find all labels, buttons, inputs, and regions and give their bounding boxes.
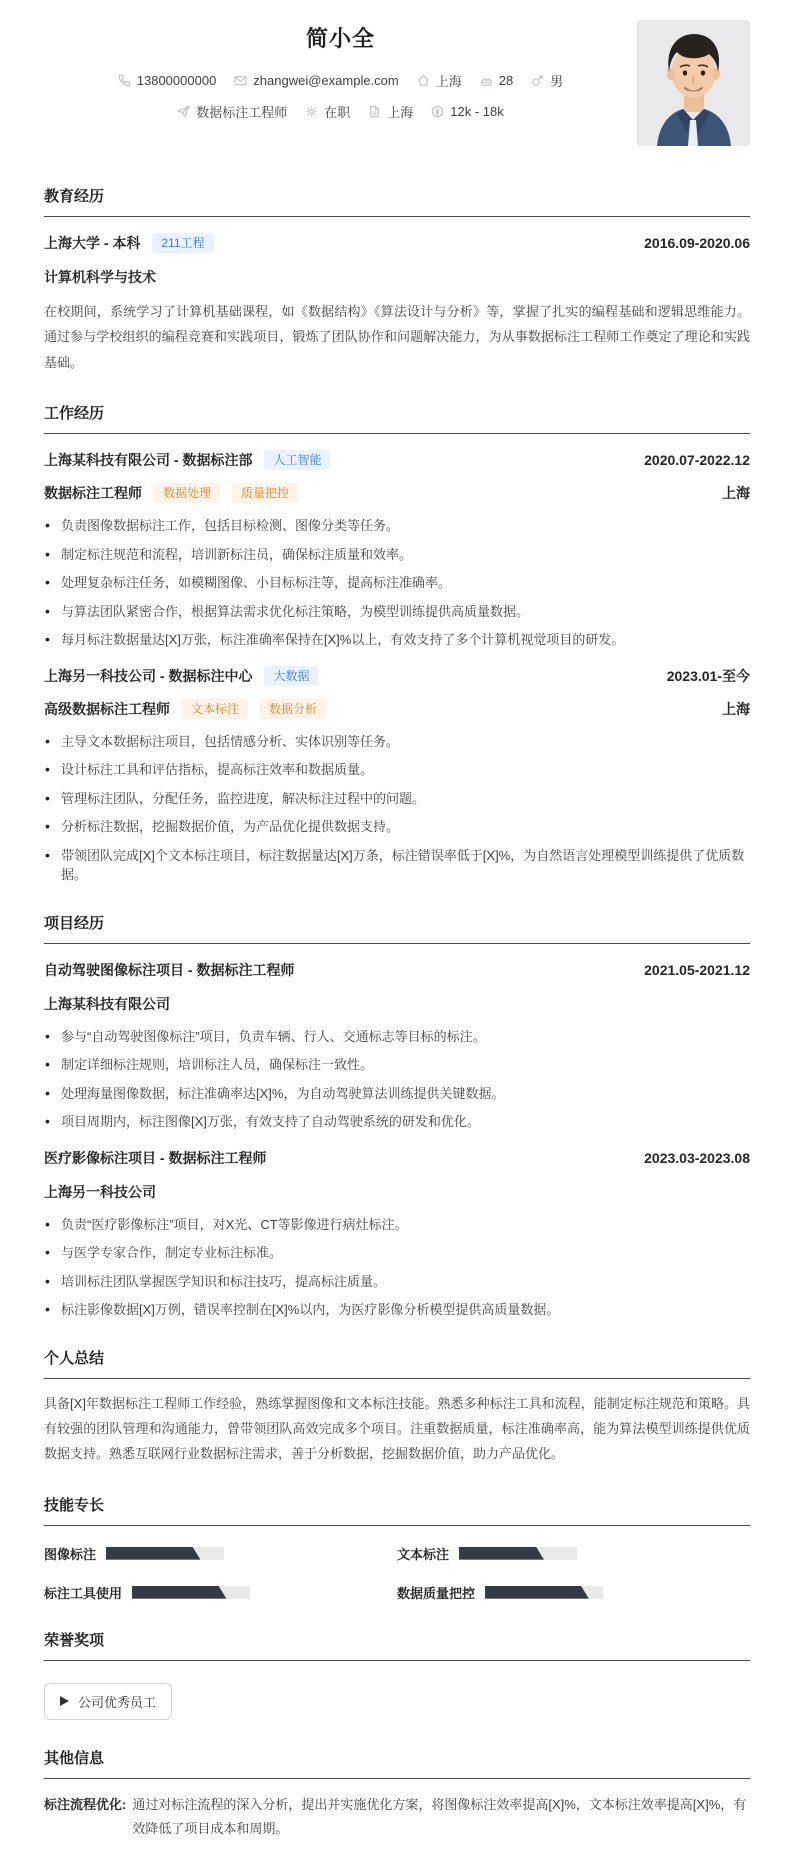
age-icon bbox=[480, 74, 493, 87]
phone-icon bbox=[118, 74, 131, 87]
education-entry-head bbox=[44, 233, 750, 253]
play-icon bbox=[60, 1694, 69, 1709]
bullet-item: • 处理复杂标注任务，如模糊图像、小目标标注等，提高标注准确率。 bbox=[44, 573, 750, 593]
role-badge: 质量把控 bbox=[232, 483, 298, 503]
skill-label: 图像标注 bbox=[44, 1546, 97, 1562]
city-value: 上海 bbox=[435, 74, 462, 89]
skills-grid bbox=[44, 1544, 750, 1602]
other-text: 通过对标注流程的深入分析，提出并实施优化方案，将图像标注效率提高[X]%，文本标注效率提高[X]%，有效降低了项目成本和周期。 bbox=[132, 1796, 747, 1837]
page-title: 简小全 bbox=[305, 26, 375, 51]
company-name: 上海另一科技公司 - 数据标注中心 bbox=[44, 667, 253, 684]
project-name: 自动驾驶图像标注项目 - 数据标注工程师 bbox=[44, 961, 295, 978]
project-date: 2023.03-2023.08 bbox=[644, 1149, 750, 1166]
section-honors bbox=[44, 1629, 750, 1720]
skill-fill bbox=[485, 1586, 589, 1599]
section-title-work: 工作经历 bbox=[44, 402, 750, 434]
skill-bar bbox=[106, 1547, 224, 1560]
skill-fill bbox=[459, 1547, 544, 1560]
skill-fill bbox=[132, 1586, 226, 1599]
bullet-item: • 处理海量图像数据，标注准确率达[X]%，为自动驾驶算法训练提供关键数据。 bbox=[44, 1084, 750, 1104]
contact-work-city bbox=[368, 102, 413, 121]
section-title-skills: 技能专长 bbox=[44, 1494, 750, 1526]
skill-bar bbox=[459, 1547, 577, 1560]
bullet-item: • 每月标注数据量达[X]万张，标注准确率保持在[X]%以上，有效支持了多个计算机视觉项目的研发。 bbox=[44, 630, 750, 650]
bullet-item: • 主导文本数据标注项目，包括情感分析、实体识别等任务。 bbox=[44, 732, 750, 752]
project-bullets bbox=[44, 1027, 750, 1132]
section-projects bbox=[44, 912, 750, 1320]
resume-header bbox=[44, 22, 750, 158]
section-title-honors: 荣誉奖项 bbox=[44, 1629, 750, 1661]
file-icon bbox=[368, 105, 381, 118]
section-other bbox=[44, 1747, 750, 1842]
position-value: 数据标注工程师 bbox=[196, 105, 288, 120]
work-bullets bbox=[44, 516, 750, 650]
project-company: 上海某科技有限公司 bbox=[44, 995, 170, 1012]
skill-item bbox=[397, 1544, 750, 1563]
work-location: 上海 bbox=[722, 485, 750, 502]
bullet-item: • 设计标注工具和评估指标，提高标注效率和数据质量。 bbox=[44, 760, 750, 780]
status-value: 在职 bbox=[324, 105, 351, 120]
education-description: 在校期间，系统学习了计算机基础课程，如《数据结构》《算法设计与分析》等，掌握了扎实的编程基础和逻辑思维能力。通过参与学校组织的编程竞赛和实践项目，锻炼了团队协作和问题解决能力，为从事数据标注工程师工作奠定了理论和实践基础。 bbox=[44, 304, 750, 370]
contact-age bbox=[480, 73, 513, 88]
contact-gender bbox=[531, 71, 563, 90]
company-badge: 大数据 bbox=[264, 666, 318, 686]
bullet-item: • 带领团队完成[X]个文本标注项目，标注数据量达[X]万条，标注错误率低于[X]%，为自然语言处理模型训练提供了优质数据。 bbox=[44, 846, 750, 885]
contact-salary bbox=[431, 104, 503, 119]
project-entry bbox=[44, 960, 750, 1132]
company-name: 上海某科技有限公司 - 数据标注部 bbox=[44, 452, 253, 469]
work-location: 上海 bbox=[722, 700, 750, 717]
salary-value: 12k - 18k bbox=[450, 104, 504, 119]
work-city-value: 上海 bbox=[387, 105, 414, 120]
school-badge: 211工程 bbox=[152, 233, 213, 253]
section-work bbox=[44, 402, 750, 885]
contact-row-1 bbox=[44, 71, 637, 90]
skill-label: 标注工具使用 bbox=[44, 1585, 123, 1601]
bullet-item: • 制定详细标注规则，培训标注人员，确保标注一致性。 bbox=[44, 1055, 750, 1075]
bullet-item: • 管理标注团队，分配任务，监控进度，解决标注过程中的问题。 bbox=[44, 789, 750, 809]
job-role: 高级数据标注工程师 bbox=[44, 700, 170, 717]
role-badge: 数据处理 bbox=[154, 483, 220, 503]
gear-icon bbox=[305, 105, 318, 118]
project-date: 2021.05-2021.12 bbox=[644, 961, 750, 978]
contact-position bbox=[177, 102, 287, 121]
section-skills bbox=[44, 1494, 750, 1602]
work-entry bbox=[44, 450, 750, 650]
section-title-projects: 项目经历 bbox=[44, 912, 750, 944]
honor-label: 公司优秀员工 bbox=[78, 1694, 157, 1710]
bullet-item: • 与算法团队紧密合作，根据算法需求优化标注策略，为模型训练提供高质量数据。 bbox=[44, 602, 750, 622]
profile-photo bbox=[637, 20, 750, 146]
skill-bar bbox=[485, 1586, 603, 1599]
other-label: 标注流程优化: bbox=[44, 1796, 127, 1812]
bullet-item: • 项目周期内，标注图像[X]万张，有效支持了自动驾驶系统的研发和优化。 bbox=[44, 1112, 750, 1132]
company-badge: 人工智能 bbox=[264, 450, 330, 470]
section-summary bbox=[44, 1347, 750, 1467]
other-info bbox=[44, 1793, 750, 1842]
section-title-education: 教育经历 bbox=[44, 185, 750, 217]
contact-city bbox=[417, 71, 462, 90]
education-date: 2016.09-2020.06 bbox=[644, 235, 750, 251]
project-bullets bbox=[44, 1215, 750, 1320]
work-entry bbox=[44, 666, 750, 885]
section-title-summary: 个人总结 bbox=[44, 1347, 750, 1379]
header-text bbox=[44, 22, 637, 121]
bullet-item: • 培训标注团队掌握医学知识和标注技巧，提高标注质量。 bbox=[44, 1272, 750, 1292]
contact-email bbox=[234, 73, 398, 88]
bullet-item: • 分析标注数据，挖掘数据价值，为产品优化提供数据支持。 bbox=[44, 817, 750, 837]
bullet-item: • 参与“自动驾驶图像标注”项目，负责车辆、行人、交通标志等目标的标注。 bbox=[44, 1027, 750, 1047]
project-company: 上海另一科技公司 bbox=[44, 1183, 156, 1200]
section-title-other: 其他信息 bbox=[44, 1747, 750, 1779]
bullet-item: • 制定标注规范和流程，培训新标注员，确保标注质量和效率。 bbox=[44, 545, 750, 565]
phone-value: 13800000000 bbox=[136, 73, 217, 88]
home-icon bbox=[417, 74, 430, 87]
skill-label: 数据质量把控 bbox=[397, 1585, 476, 1601]
email-icon bbox=[234, 74, 247, 87]
school-name: 上海大学 - 本科 bbox=[44, 235, 141, 251]
gender-icon bbox=[531, 74, 544, 87]
education-major: 计算机科学与技术 bbox=[44, 269, 156, 285]
honor-item[interactable] bbox=[44, 1683, 172, 1720]
project-name: 医疗影像标注项目 - 数据标注工程师 bbox=[44, 1149, 267, 1166]
bullet-item: • 标注影像数据[X]万例，错误率控制在[X]%以内，为医疗影像分析模型提供高质量数据。 bbox=[44, 1300, 750, 1320]
bullet-item: • 与医学专家合作，制定专业标注标准。 bbox=[44, 1243, 750, 1263]
contact-phone bbox=[118, 73, 217, 88]
skill-fill bbox=[106, 1547, 200, 1560]
job-role: 数据标注工程师 bbox=[44, 485, 142, 502]
bullet-item: • 负责“医疗影像标注”项目，对X光、CT等影像进行病灶标注。 bbox=[44, 1215, 750, 1235]
gender-value: 男 bbox=[550, 74, 564, 89]
contact-row-2 bbox=[44, 102, 637, 121]
work-date: 2020.07-2022.12 bbox=[644, 452, 750, 469]
section-education bbox=[44, 185, 750, 375]
work-date: 2023.01-至今 bbox=[666, 667, 750, 684]
role-badge: 数据分析 bbox=[260, 699, 326, 719]
email-value: zhangwei@example.com bbox=[253, 73, 399, 88]
bullet-item: • 负责图像数据标注工作，包括目标检测、图像分类等任务。 bbox=[44, 516, 750, 536]
summary-text: 具备[X]年数据标注工程师工作经验，熟练掌握图像和文本标注技能。熟悉多种标注工具和流程，能制定标注规范和策略。具有较强的团队管理和沟通能力，曾带领团队高效完成多个项目。注重数据质量，标注准确率高，能为算法模型训练提供优质数据支持。熟悉互联网行业数据标注需求，善于分析数据，挖掘数据价值，助力产品优化。 bbox=[44, 1395, 750, 1462]
role-badge: 文本标注 bbox=[182, 699, 248, 719]
age-value: 28 bbox=[498, 73, 514, 88]
skill-bar bbox=[132, 1586, 250, 1599]
work-bullets bbox=[44, 732, 750, 885]
project-entry bbox=[44, 1148, 750, 1320]
send-icon bbox=[177, 105, 190, 118]
contact-status bbox=[305, 102, 350, 121]
money-icon bbox=[431, 105, 444, 118]
skill-item bbox=[44, 1544, 397, 1563]
skill-label: 文本标注 bbox=[397, 1546, 450, 1562]
